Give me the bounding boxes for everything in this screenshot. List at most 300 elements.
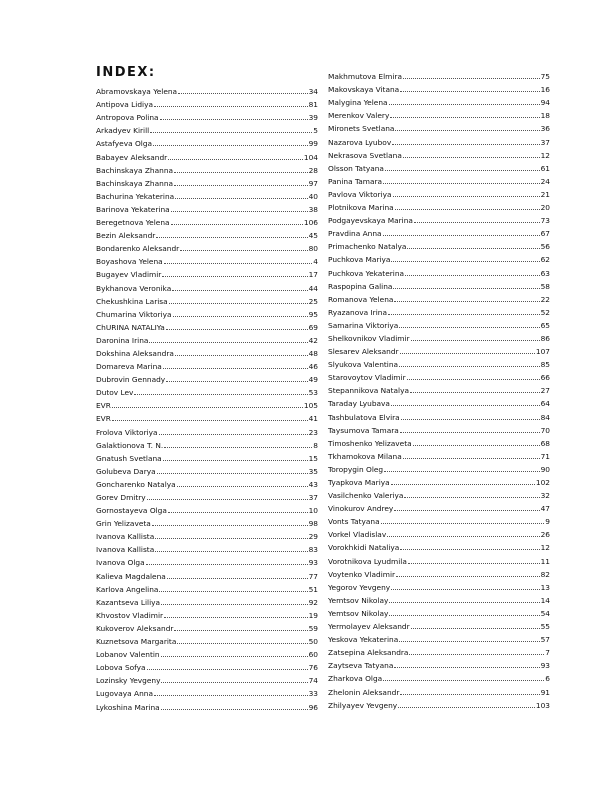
entry-name: Bachurina Yekaterina [96,191,175,201]
dot-leader [399,366,540,367]
dot-leader [391,484,535,485]
entry-page-number: 24 [540,176,550,186]
dot-leader [400,353,535,354]
index-entry [328,487,550,500]
index-entry [328,408,550,421]
dot-leader [175,198,307,199]
dot-leader [150,132,312,133]
index-entry [328,539,550,552]
index-entry [96,698,318,711]
index-entry [328,94,550,107]
entry-name: Grin Yelizaveta [96,519,151,529]
dot-leader [393,288,539,289]
entry-name: Zhilyayev Yevgeny [328,700,398,710]
dot-leader [147,669,308,670]
entry-name: Nekrasova Svetlana [328,150,402,160]
entry-name: Gorev Dmitry [96,493,146,502]
dot-leader [393,196,540,197]
index-entry [328,291,550,304]
index-entry [328,513,550,526]
dot-leader [399,641,539,642]
entry-page-number: 18 [540,111,550,121]
entry-page-number: 105 [303,401,318,411]
entry-page-number: 102 [535,478,550,487]
dot-leader [403,78,540,79]
index-right-column [328,68,550,710]
index-entry [96,371,318,384]
entry-page-number: 38 [308,204,318,214]
dot-leader [134,394,307,395]
dot-leader [391,589,539,590]
entry-page-number: 37 [540,137,550,147]
index-entry [96,489,318,502]
entry-page-number: 42 [308,335,318,345]
index-entry [96,515,318,528]
dot-leader [404,497,539,498]
entry-page-number: 107 [535,347,550,357]
index-entry [96,109,318,122]
entry-page-number: 64 [540,399,550,409]
entry-page-number: 77 [308,571,318,581]
index-entry [96,554,318,567]
index-entry [328,474,550,487]
dot-leader [394,510,539,511]
dot-leader [163,460,308,461]
entry-name: Arkadyev Kirill [96,126,150,136]
entry-page-number: 66 [540,373,550,383]
entry-name: Slesarev Aleksandr [328,347,399,357]
dot-leader [389,615,539,616]
dot-leader [166,329,308,330]
dot-leader [403,458,540,459]
entry-page-number: 12 [540,543,550,553]
entry-name: Bezin Aleksandr [96,231,156,241]
entry-name: Babayev Aleksandr [96,152,168,162]
dot-leader [174,172,308,173]
dot-leader [161,604,308,605]
entry-name: Podgayevskaya Marina [328,216,413,226]
index-entry [96,253,318,266]
entry-page-number: 5 [313,126,318,136]
dot-leader [172,290,307,291]
entry-name: Ryazanova Irina [328,307,387,317]
entry-name: Kuznetsova Margarita [96,637,177,647]
index-entry [328,343,550,356]
dot-leader [400,549,539,550]
dot-leader [112,407,303,408]
index-entry [328,160,550,173]
entry-page-number: 104 [303,152,318,162]
entry-name: Lykoshina Marina [96,702,160,712]
entry-name: Ivanova Olga [96,558,145,568]
entry-page-number: 62 [540,255,550,265]
entry-page-number: 97 [308,178,318,188]
index-entry [328,566,550,579]
entry-page-number: 94 [540,98,550,108]
dot-leader [401,419,540,420]
index-entry [96,293,318,306]
index-entry [328,435,550,448]
entry-page-number: 45 [308,231,318,241]
dot-leader [385,170,540,171]
dot-leader [147,499,308,500]
entry-page-number: 56 [540,242,550,252]
entry-page-number: 43 [308,479,318,489]
entry-name: Khvostov Vladimir [96,610,164,620]
index-entry [328,670,550,683]
entry-name: Zharkova Olga [328,674,383,684]
index-entry [328,369,550,382]
entry-name: Olsson Tatyana [328,163,384,173]
index-entry [96,345,318,358]
entry-page-number: 68 [540,438,550,448]
entry-name: Voytenko Vladimir [328,569,396,579]
entry-name: Tashbulatova Elvira [328,412,400,422]
dot-leader [174,185,308,186]
index-entry [96,528,318,541]
index-entry [96,266,318,279]
index-entry [96,175,318,188]
entry-page-number: 63 [540,268,550,278]
index-entry [96,148,318,161]
entry-name: Lobanov Valentin [96,650,160,660]
index-entry [96,332,318,345]
entry-page-number: 74 [308,676,318,686]
index-entry [328,461,550,474]
dot-leader [394,667,539,668]
entry-name: EVR [96,414,111,424]
entry-page-number: 49 [308,375,318,385]
entry-page-number: 73 [540,216,550,226]
index-entry [96,188,318,201]
index-entry [328,697,550,710]
entry-name: Bykhanova Veronika [96,283,172,293]
entry-page-number: 27 [540,386,550,396]
entry-name: Romanova Yelena [328,294,394,304]
entry-page-number: 60 [308,650,318,660]
index-entry [96,227,318,240]
entry-name: EVR [96,401,111,411]
index-entry [328,422,550,435]
index-entry [96,659,318,672]
dot-leader [410,392,540,393]
entry-name: Puchkova Yekaterina [328,268,405,278]
dot-leader [411,628,540,629]
dot-leader [154,695,308,696]
dot-leader [167,578,308,579]
index-entry [328,631,550,644]
entry-name: Pavlova Viktoriya [328,189,392,199]
index-entry [96,476,318,489]
entry-page-number: 34 [308,87,318,97]
entry-page-number: 93 [540,661,550,671]
dot-leader [152,525,308,526]
entry-page-number: 10 [308,506,318,516]
dot-leader [384,471,539,472]
entry-page-number: 83 [308,545,318,555]
dot-leader [389,602,539,603]
entry-name: Vinokurov Andrey [328,504,394,514]
entry-name: Slyukova Valentina [328,360,399,370]
index-entry [328,264,550,277]
dot-leader [383,680,544,681]
index-entry [328,395,550,408]
entry-name: Lobova Sofya [96,663,146,673]
index-entry [96,672,318,685]
entry-page-number: 58 [540,281,550,291]
entry-name: Lozinsky Yevgeny [96,676,161,686]
entry-name: Yemtsov Nikolay [328,608,389,618]
index-entry [328,448,550,461]
index-entry [328,657,550,670]
index-entry [328,199,550,212]
index-entry [328,133,550,146]
entry-name: Samarina Viktoriya [328,320,399,330]
entry-name: Zatsepina Aleksandra [328,648,409,658]
index-entry [328,500,550,513]
index-entry [328,81,550,94]
entry-name: Taysumova Tamara [328,425,399,435]
entry-name: Zhelonin Aleksandr [328,687,400,697]
entry-page-number: 85 [540,360,550,370]
entry-name: Galaktionova T. N. [96,440,164,450]
entry-page-number: 26 [540,530,550,540]
entry-name: Domareva Marina [96,362,162,372]
dot-leader [149,342,307,343]
entry-name: Abramovskaya Yelena [96,87,178,97]
entry-page-number: 11 [540,556,550,566]
entry-name: Stepannikova Natalya [328,386,410,396]
dot-leader [173,316,308,317]
dot-leader [171,224,303,225]
dot-leader [171,211,308,212]
dot-leader [403,157,540,158]
index-entry [328,278,550,291]
index-entry [328,304,550,317]
entry-page-number: 12 [540,150,550,160]
entry-page-number: 25 [308,296,318,306]
dot-leader [155,551,307,552]
entry-name: Makhmutova Elmira [328,72,402,82]
index-entry [96,201,318,214]
entry-page-number: 8 [313,440,318,450]
entry-name: Shelkovnikov Vladimir [328,333,410,343]
entry-name: Taraday Lyubava [328,399,390,409]
dot-leader [381,523,545,524]
index-entry [96,319,318,332]
dot-leader [391,405,540,406]
dot-leader [414,222,540,223]
index-entry [96,685,318,698]
index-entry [328,68,550,81]
entry-page-number: 53 [308,388,318,398]
dot-leader [399,327,539,328]
index-entry [328,552,550,565]
entry-name: Tkhamokova Milana [328,451,402,461]
entry-name: Mironets Svetlana [328,124,395,134]
entry-page-number: 47 [540,504,550,514]
entry-page-number: 103 [535,700,550,710]
dot-leader [388,314,540,315]
index-entry [328,382,550,395]
dot-leader [400,432,540,433]
dot-leader [177,486,308,487]
entry-name: Boyashova Yelena [96,257,163,267]
entry-name: Timoshenko Yelizaveta [328,438,412,448]
index-entry [328,212,550,225]
entry-name: Kazantseva Liliya [96,597,161,607]
entry-name: ChURINA NATALIYa [96,322,165,332]
entry-name: Yegorov Yevgeny [328,582,391,592]
index-entry [96,162,318,175]
entry-name: Puchkova Mariya [328,255,391,265]
index-entry [96,594,318,607]
entry-name: Yeskova Yekaterina [328,635,399,645]
entry-name: Karlova Angelina [96,584,159,594]
entry-name: Plotnikova Marina [328,203,394,213]
dot-leader [146,564,308,565]
entry-name: Nazarova Lyubov [328,137,392,147]
dot-leader [159,591,307,592]
entry-page-number: 16 [540,85,550,95]
dot-leader [162,276,307,277]
index-entry [96,423,318,436]
entry-name: Antropova Polina [96,113,159,123]
entry-name: Antipova Lidiya [96,100,153,110]
entry-page-number: 39 [308,113,318,123]
entry-page-number: 48 [308,348,318,358]
entry-page-number: 44 [308,283,318,293]
entry-page-number: 82 [540,569,550,579]
entry-page-number: 96 [308,702,318,712]
entry-name: Bondarenko Aleksandr [96,244,180,254]
entry-name: Kukoverov Aleksandr [96,623,174,633]
dot-leader [164,447,312,448]
entry-name: Beregetnova Yelena [96,218,170,228]
index-entry [328,251,550,264]
dot-leader [411,340,540,341]
dot-leader [166,381,307,382]
entry-name: Merenkov Valery [328,111,390,121]
index-entry [96,502,318,515]
entry-page-number: 75 [540,72,550,82]
dot-leader [178,93,308,94]
entry-name: Starovoytov Vladimir [328,373,406,383]
entry-name: Raspopina Galina [328,281,393,291]
entry-name: Golubeva Darya [96,466,156,476]
index-entry [328,147,550,160]
dot-leader [407,379,540,380]
entry-page-number: 92 [308,597,318,607]
dot-leader [395,130,539,131]
dot-leader [395,209,540,210]
entry-name: Vorotnikova Lyudmila [328,556,407,566]
index-entry [96,214,318,227]
entry-page-number: 13 [540,582,550,592]
dot-leader [396,576,540,577]
dot-leader [161,656,308,657]
entry-name: Dutov Lev [96,388,134,398]
entry-page-number: 4 [313,257,318,267]
index-entry [96,567,318,580]
entry-name: Yermolayev Aleksandr [328,622,410,632]
index-entry [96,135,318,148]
entry-page-number: 22 [540,294,550,304]
index-entry [96,607,318,620]
dot-leader [156,237,307,238]
entry-name: Goncharenko Natalya [96,479,176,489]
index-entry [328,317,550,330]
entry-name: Frolova Viktoriya [96,427,158,437]
entry-page-number: 21 [540,189,550,199]
entry-name: Yemtsov Nikolay [328,595,389,605]
entry-page-number: 98 [308,519,318,529]
index-entry [96,240,318,253]
entry-name: Bachinskaya Zhanna [96,178,174,188]
entry-page-number: 84 [540,412,550,422]
entry-name: Chekushkina Larisa [96,296,168,306]
dot-leader [169,303,308,304]
dot-leader [407,248,539,249]
dot-leader [394,301,539,302]
entry-page-number: 6 [545,674,550,684]
entry-page-number: 40 [308,191,318,201]
dot-leader [400,91,539,92]
index-left-column [96,83,318,712]
entry-name: Gnatush Svetlana [96,453,162,463]
entry-name: Daronina Irina [96,335,149,345]
entry-page-number: 57 [540,635,550,645]
index-entry [328,605,550,618]
dot-leader [413,445,540,446]
entry-name: Astafyeva Olga [96,139,153,149]
index-entry [328,186,550,199]
dot-leader [387,536,539,537]
entry-page-number: 9 [545,517,550,527]
entry-page-number: 80 [308,244,318,254]
dot-leader [153,145,308,146]
index-entry [96,384,318,397]
dot-leader [161,709,308,710]
entry-page-number: 19 [308,610,318,620]
index-entry [328,107,550,120]
index-title: INDEX: [96,65,156,80]
index-entry [328,330,550,343]
dot-leader [389,104,540,105]
dot-leader [398,707,535,708]
entry-name: Panina Tamara [328,176,383,186]
entry-name: Tyapkova Mariya [328,478,390,487]
entry-page-number: 67 [540,229,550,239]
index-entry [96,410,318,423]
entry-page-number: 106 [303,218,318,228]
index-entry [328,225,550,238]
dot-leader [160,119,308,120]
entry-name: Dubrovin Gennady [96,375,166,385]
entry-page-number: 69 [308,322,318,332]
entry-name: Pravdina Anna [328,229,382,239]
entry-name: Toropygin Oleg [328,464,384,474]
dot-leader [163,368,308,369]
dot-leader [154,106,308,107]
entry-page-number: 91 [540,687,550,697]
entry-page-number: 59 [308,623,318,633]
entry-name: Dokshina Aleksandra [96,348,174,358]
dot-leader [168,159,303,160]
entry-page-number: 86 [540,333,550,343]
index-entry [96,122,318,135]
dot-leader [383,183,540,184]
